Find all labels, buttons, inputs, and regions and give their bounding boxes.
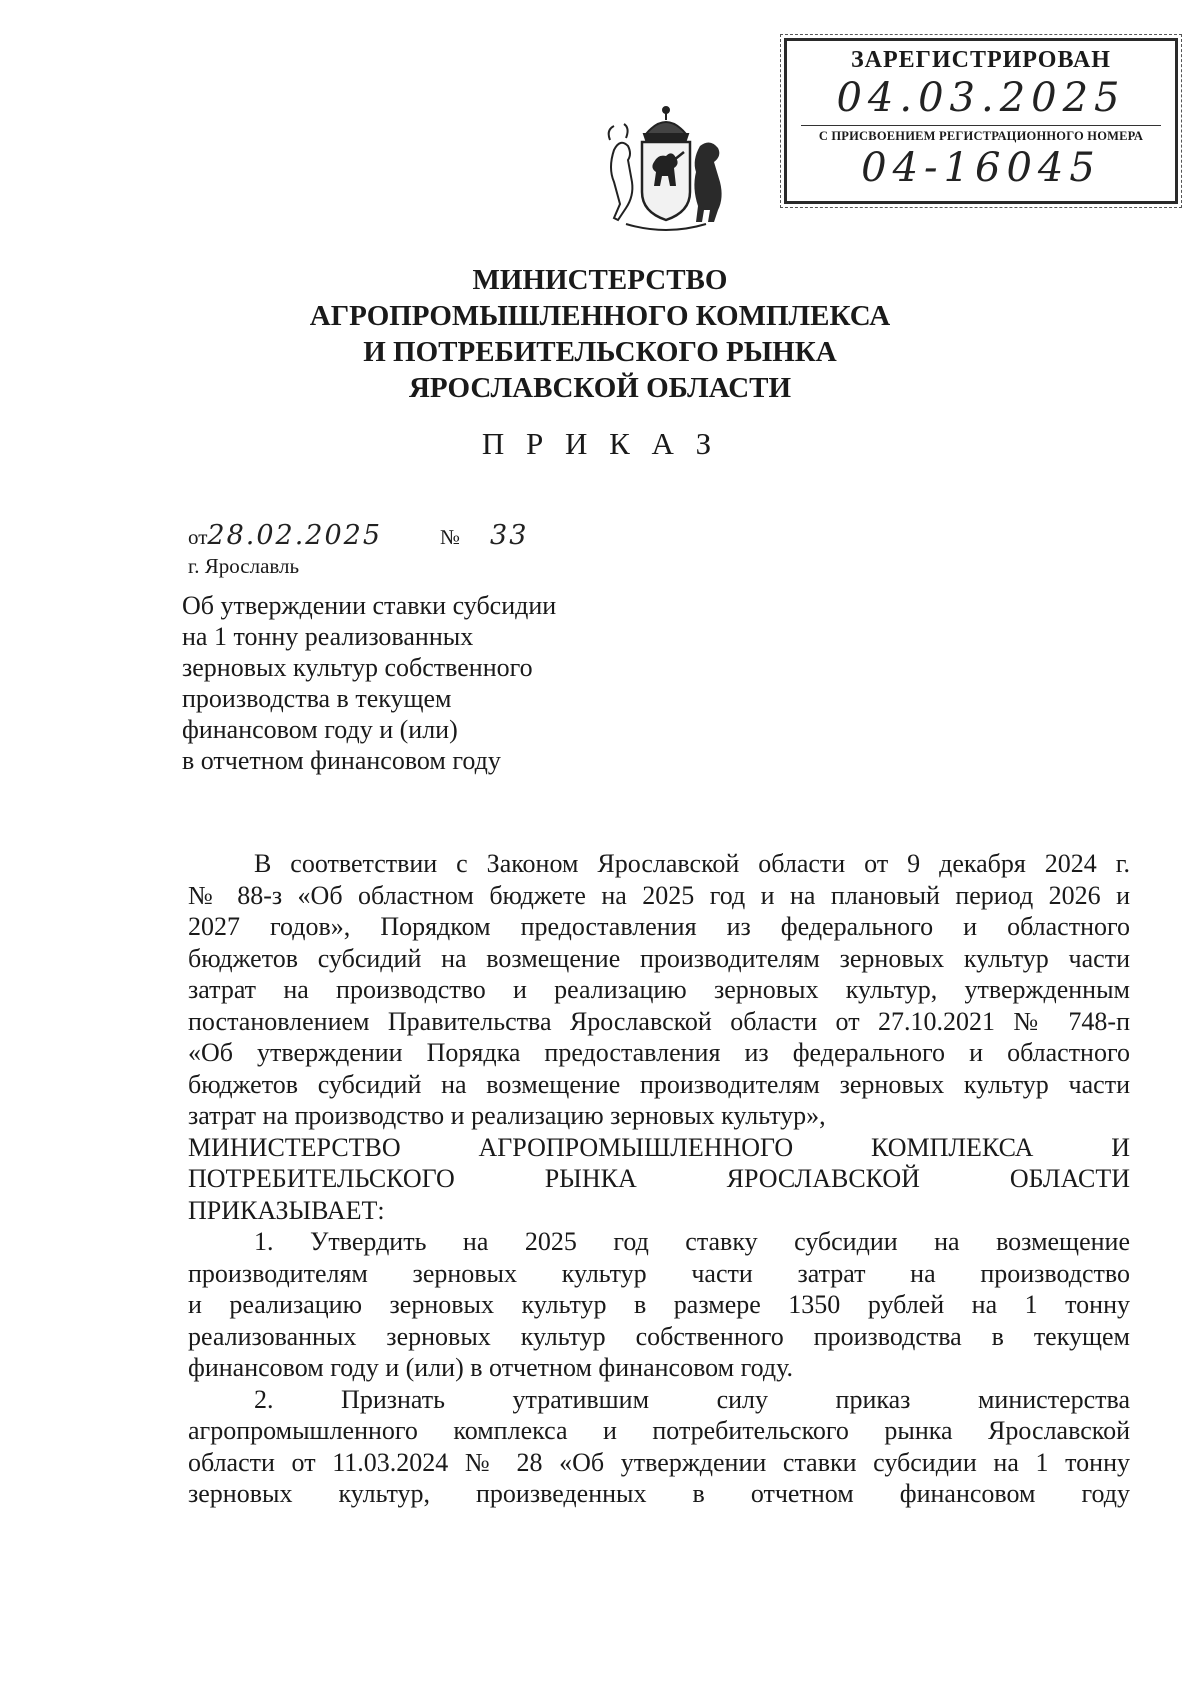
body-line: постановлением Правительства Ярославской области от 27.10.2021 № 748-п [188,1006,1130,1036]
body-line: затрат на производство и реализацию зерновых культур, утвержденным [188,975,1130,1004]
body-line: ПОТРЕБИТЕЛЬСКОГО РЫНКА ЯРОСЛАВСКОЙ ОБЛАСТИ [188,1164,1130,1193]
subject-line: на 1 тонну реализованных [182,622,474,651]
item1-line: производителям зерновых культур части затрат на производство [188,1258,1130,1288]
subject-line: Об утверждении ставки субсидии [182,591,557,620]
coat-of-arms-icon [596,100,736,240]
body-line: 2027 годов», Порядком предоставления из федерального и областного [188,912,1130,941]
order-body [188,848,1130,1510]
number-label: № [440,525,461,549]
stamp-subtitle: С ПРИСВОЕНИЕМ РЕГИСТРАЦИОННОГО НОМЕРА [818,129,1144,143]
document-type-title: П Р И К А З [481,426,719,461]
header-line: МИНИСТЕРСТВО [472,264,728,296]
subject-line: зерновых культур собственного [182,653,533,682]
item2-line: 2. Признать утратившим силу приказ министерства [254,1384,1130,1414]
item1-line: финансовом году и (или) в отчетном финансовом году. [188,1353,794,1382]
header-line: ЯРОСЛАВСКОЙ ОБЛАСТИ [408,372,792,404]
order-date-number-row [188,520,528,551]
body-line: МИНИСТЕРСТВО АГРОПРОМЫШЛЕННОГО КОМПЛЕКСА И [188,1132,1130,1162]
order-number: 33 [490,520,529,551]
subject-line: финансовом году и (или) [182,715,458,744]
date-label: от [188,525,208,549]
body-line: В соответствии с Законом Ярославской области от 9 декабря 2024 г. [254,849,1130,878]
stamp-title: ЗАРЕГИСТРИРОВАН [851,47,1111,73]
header-line: И ПОТРЕБИТЕЛЬСКОГО РЫНКА [363,336,837,368]
body-line: бюджетов субсидий на возмещение производителям зерновых культур части [188,1069,1130,1099]
header-line: АГРОПРОМЫШЛЕННОГО КОМПЛЕКСА [309,300,891,332]
body-line: затрат на производство и реализацию зерновых культур», [188,1101,826,1130]
stamp-divider [801,125,1161,126]
body-line: № 88-з «Об областном бюджете на 2025 год и на плановый период 2026 и [188,880,1130,910]
order-date: 28.02.2025 [207,520,382,551]
subject-line: в отчетном финансовом году [182,746,501,775]
subject-line: производства в текущем [182,684,452,713]
body-line: бюджетов субсидий на возмещение производителям зерновых культур части [188,943,1130,973]
stamp-registration-number: 04-16045 [861,145,1101,191]
body-line: «Об утверждении Порядка предоставления из федерального и областного [188,1038,1130,1067]
item2-line: агропромышленного комплекса и потребительского рынка Ярославской [188,1416,1130,1445]
item1-line: реализованных зерновых культур собственного производства в текущем [188,1321,1130,1351]
item2-line: области от 11.03.2024 № 28 «Об утверждении ставки субсидии на 1 тонну [188,1447,1130,1477]
item1-line: и реализацию зерновых культур в размере 1350 рублей на 1 тонну [188,1290,1130,1319]
order-subject [182,590,556,776]
stamp-date: 04.03.2025 [836,75,1126,121]
ministry-header [300,262,900,406]
item1-line: 1. Утвердить на 2025 год ставку субсидии на возмещение [254,1227,1130,1256]
city: г. Ярославль [188,554,300,578]
registration-stamp [784,38,1178,204]
item2-line: зерновых культур, произведенных в отчетном финансовом году [188,1479,1130,1508]
body-line: ПРИКАЗЫВАЕТ: [188,1195,385,1225]
